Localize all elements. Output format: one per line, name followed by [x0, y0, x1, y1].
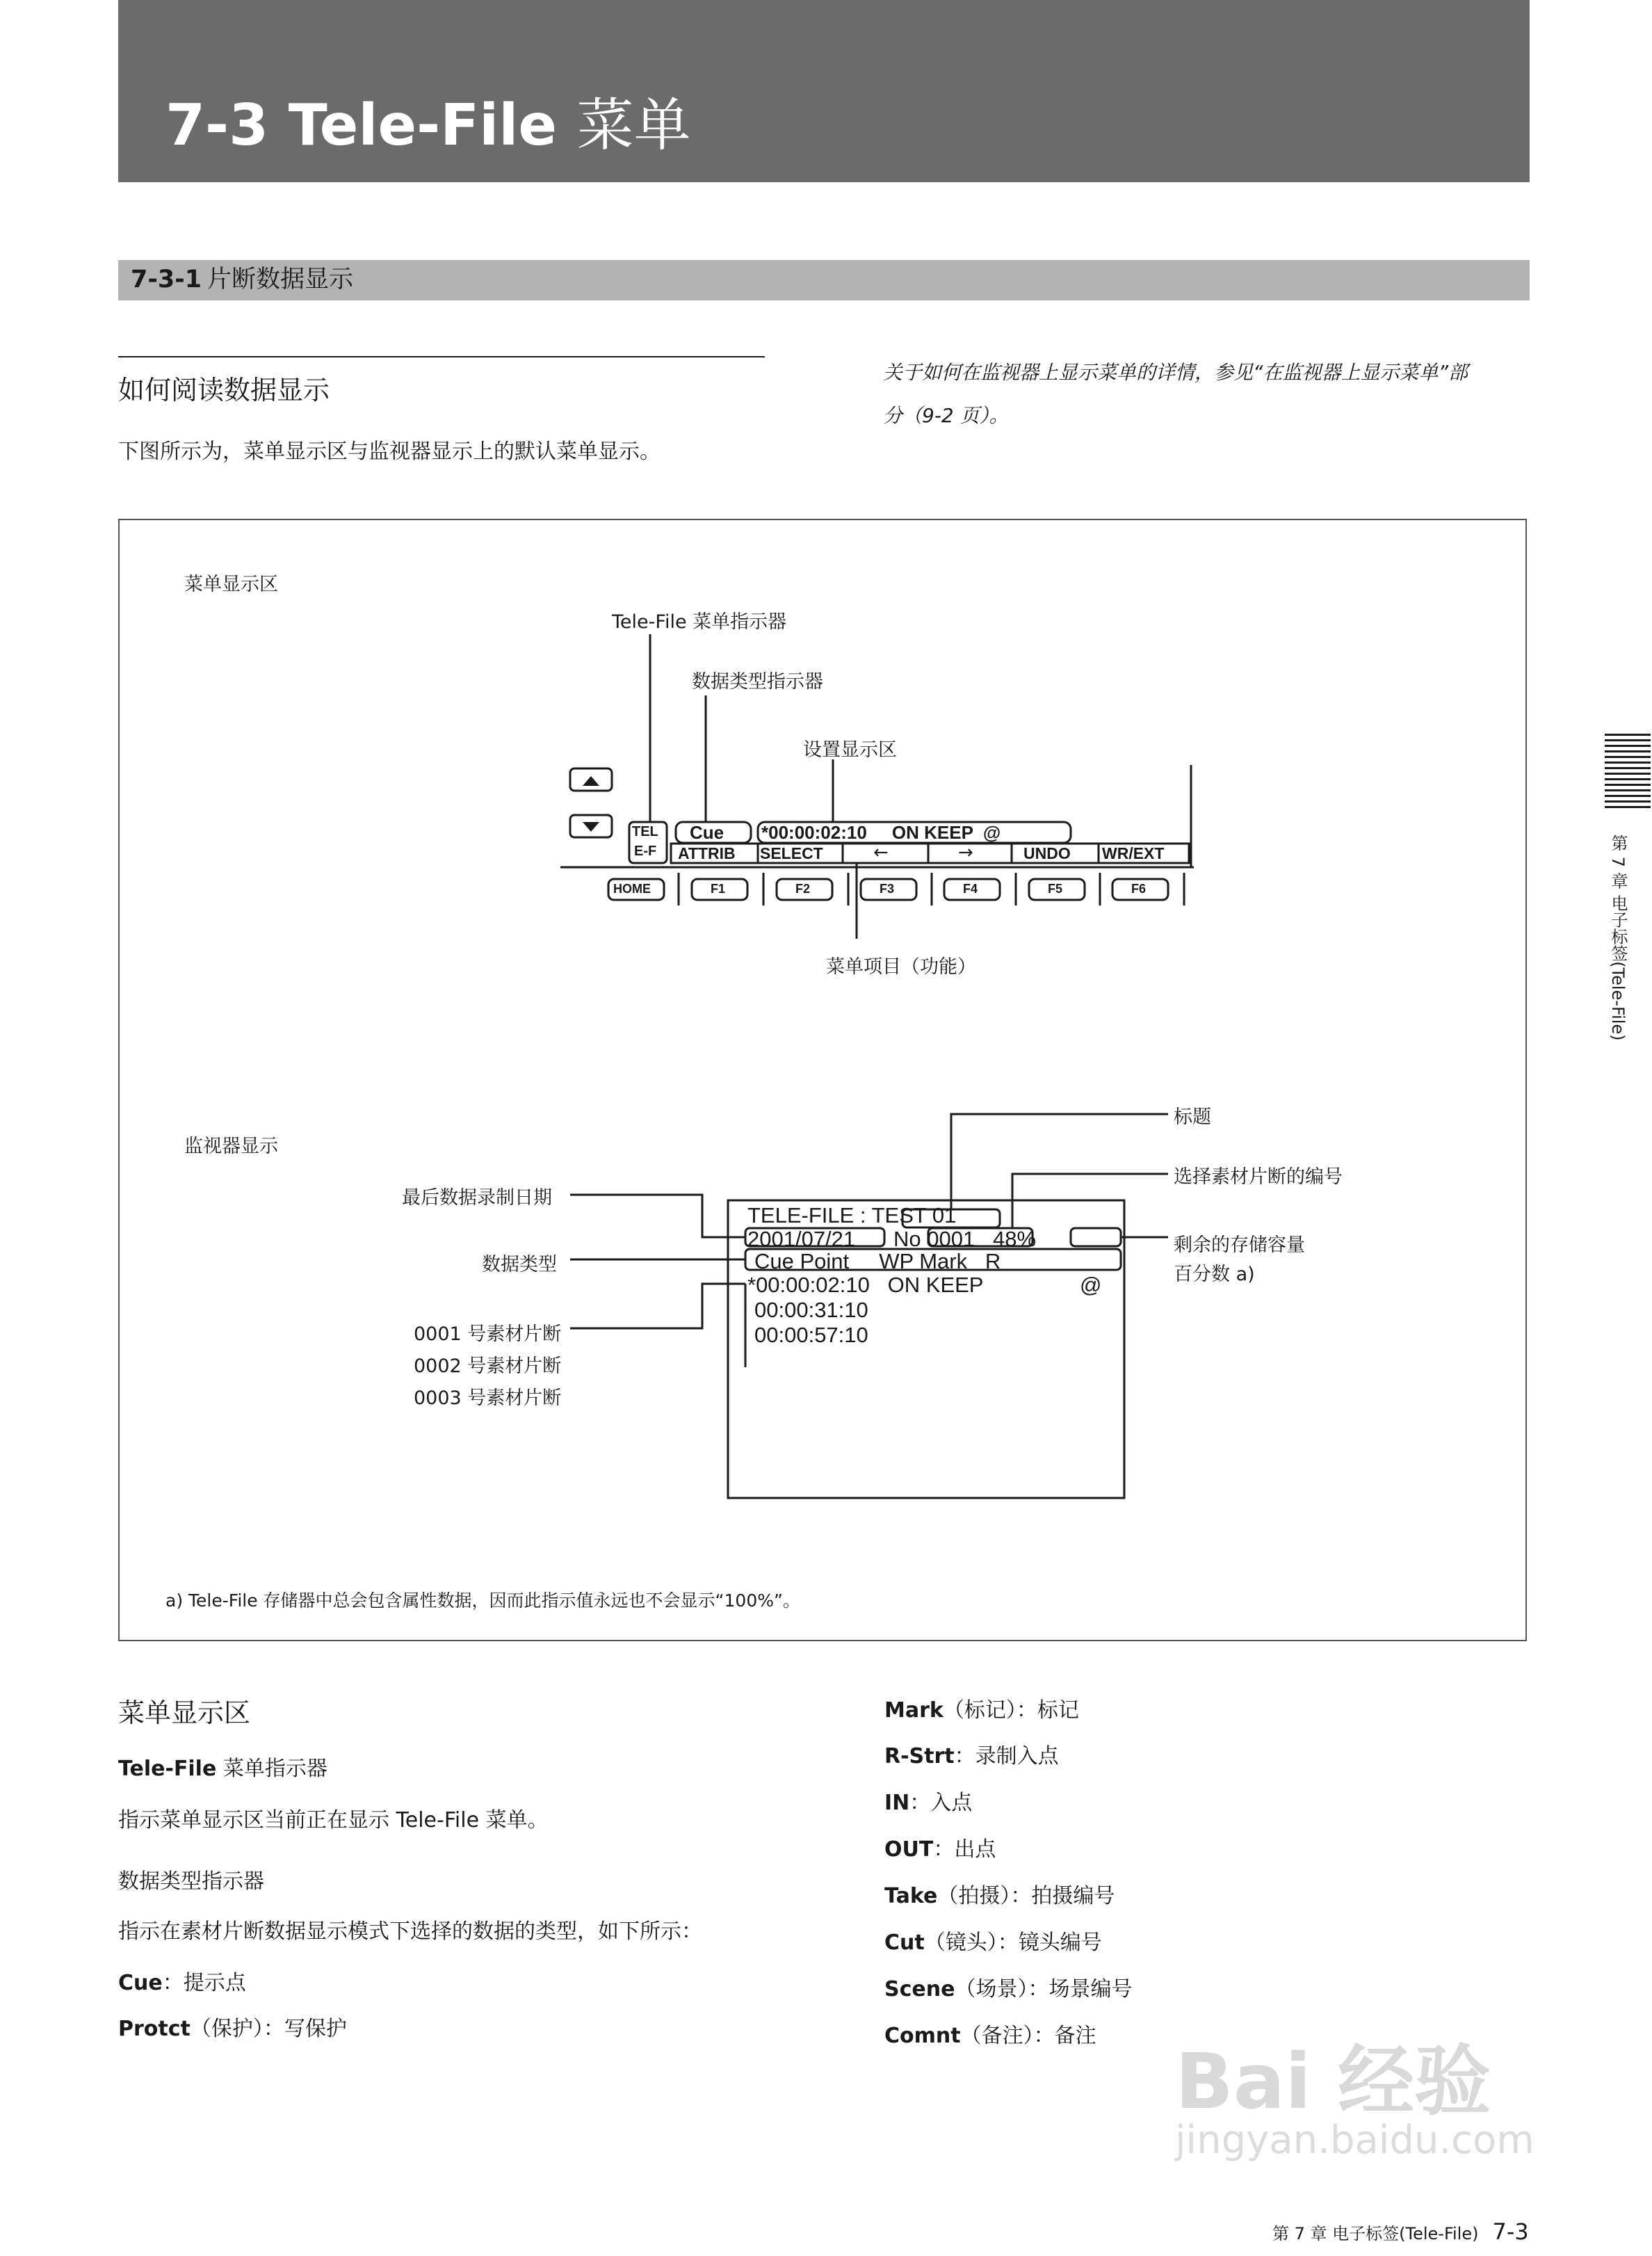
- datatype-item-take: Take（拍摄）：拍摄编号: [884, 1884, 1115, 1908]
- intro-note-line2: 分（9-2 页）。: [883, 404, 1009, 427]
- page-number: 7-3: [1492, 2218, 1529, 2245]
- lcd-item-wrext[interactable]: WR/EXT: [1102, 844, 1165, 862]
- menu-area-label: 菜单显示区: [184, 574, 278, 595]
- f5-key-label[interactable]: F5: [1048, 882, 1063, 896]
- baidu-watermark-url: jingyan.baidu.com: [1175, 2118, 1534, 2163]
- remaining-box: [1071, 1228, 1121, 1246]
- baidu-watermark-logo: Bai 经验: [1175, 2037, 1491, 2126]
- callout-last-date: 最后数据录制日期: [402, 1187, 552, 1209]
- callout-clip-0003: 0003 号素材片断: [414, 1387, 562, 1409]
- lcd-item-right-arrow[interactable]: →: [958, 842, 973, 863]
- telefile-indicator-heading: Tele-File 菜单指示器: [118, 1757, 327, 1781]
- monitor-clip-row-1-mark: @: [1080, 1273, 1102, 1297]
- callout-telefile-indicator: Tele-File 菜单指示器: [612, 611, 787, 633]
- f4-key-label[interactable]: F4: [963, 882, 978, 896]
- up-triangle-icon: [583, 776, 599, 786]
- menu-area-heading: 菜单显示区: [118, 1698, 251, 1728]
- monitor-clip-row-2: 00:00:31:10: [754, 1298, 868, 1322]
- callout-setting-area: 设置显示区: [803, 739, 897, 761]
- datatype-item-mark: Mark（标记）：标记: [884, 1698, 1079, 1723]
- lcd-tel-top: TEL: [632, 824, 658, 839]
- datatype-item-protct: Protct（保护）：写保护: [118, 2017, 347, 2041]
- monitor-label: 监视器显示: [184, 1136, 278, 1157]
- callout-clip-0002: 0002 号素材片断: [414, 1355, 562, 1377]
- figure-footnote: a) Tele-File 存储器中总会包含属性数据，因而此指示值永远也不会显示“100%”。: [165, 1590, 800, 1611]
- datatype-item-comnt: Comnt（备注）：备注: [884, 2024, 1096, 2048]
- datatype-item-cut: Cut（镜头）：镜头编号: [884, 1931, 1102, 1955]
- monitor-clip-row-3: 00:00:57:10: [754, 1323, 868, 1347]
- monitor-title-line: TELE-FILE : TEST 01: [747, 1203, 957, 1227]
- monitor-number: No 0001 48%: [893, 1227, 1037, 1251]
- datatype-item-cue: Cue：提示点: [118, 1971, 246, 1995]
- datatype-item-out: OUT：出点: [884, 1837, 996, 1862]
- datatype-indicator-desc: 指示在素材片断数据显示模式下选择的数据的类型，如下所示：: [118, 1919, 702, 1944]
- lcd-item-2[interactable]: SELECT: [760, 844, 823, 862]
- monitor-datatype-line: Cue Point WP Mark R: [754, 1249, 1001, 1273]
- datatype-item-scene: Scene（场景）：场景编号: [884, 1977, 1133, 2001]
- callout-menu-items: 菜单项目（功能）: [826, 956, 976, 978]
- f1-key-label[interactable]: F1: [711, 882, 726, 896]
- callout-select-number: 选择素材片断的编号: [1174, 1166, 1343, 1188]
- lcd-item-undo[interactable]: UNDO: [1023, 844, 1071, 862]
- lcd-tel-bottom: E-F: [634, 844, 657, 859]
- lcd-cue: Cue: [690, 822, 724, 843]
- f3-key-label[interactable]: F3: [880, 882, 895, 896]
- callout-remaining-2: 百分数 a): [1174, 1264, 1255, 1285]
- down-triangle-icon: [583, 822, 599, 832]
- lcd-item-1[interactable]: ATTRIB: [678, 844, 736, 862]
- home-key-label[interactable]: HOME: [613, 882, 651, 896]
- lcd-item-left-arrow[interactable]: ←: [873, 842, 889, 863]
- page-footer: 第 7 章 电子标签(Tele-File) 7-3: [1272, 2218, 1529, 2245]
- callout-title: 标题: [1174, 1106, 1211, 1128]
- monitor-date: 2001/07/21: [747, 1227, 856, 1251]
- lcd-setting: *00:00:02:10 ON KEEP @: [761, 822, 1001, 843]
- chapter-side-label: 第 7 章 电子标签(Tele-File): [1608, 835, 1628, 1041]
- datatype-item-in: IN：入点: [884, 1791, 973, 1815]
- datatype-item-rstrt: R-Strt：录制入点: [884, 1744, 1059, 1768]
- subsection-title: 7-3-1 片断数据显示: [131, 266, 354, 293]
- monitor-clip-row-1: *00:00:02:10 ON KEEP: [747, 1273, 984, 1297]
- intro-note-line1: 关于如何在监视器上显示菜单的详情，参见“在监视器上显示菜单”部: [883, 361, 1468, 384]
- f2-key-label[interactable]: F2: [795, 882, 811, 896]
- f6-key-label[interactable]: F6: [1131, 882, 1147, 896]
- page-title: 7-3 Tele-File 菜单: [165, 92, 691, 159]
- intro-text: 下图所示为，菜单显示区与监视器显示上的默认菜单显示。: [118, 440, 661, 464]
- datatype-indicator-heading: 数据类型指示器: [118, 1869, 264, 1894]
- callout-remaining-1: 剩余的存储容量: [1174, 1234, 1305, 1256]
- callout-datatype-indicator: 数据类型指示器: [692, 671, 823, 693]
- telefile-indicator-desc: 指示菜单显示区当前正在显示 Tele-File 菜单。: [118, 1808, 549, 1832]
- callout-data-type: 数据类型: [482, 1254, 557, 1275]
- intro-heading: 如何阅读数据显示: [118, 375, 330, 405]
- callout-clip-0001: 0001 号素材片断: [414, 1323, 562, 1345]
- chapter-side-tab: [1605, 734, 1651, 810]
